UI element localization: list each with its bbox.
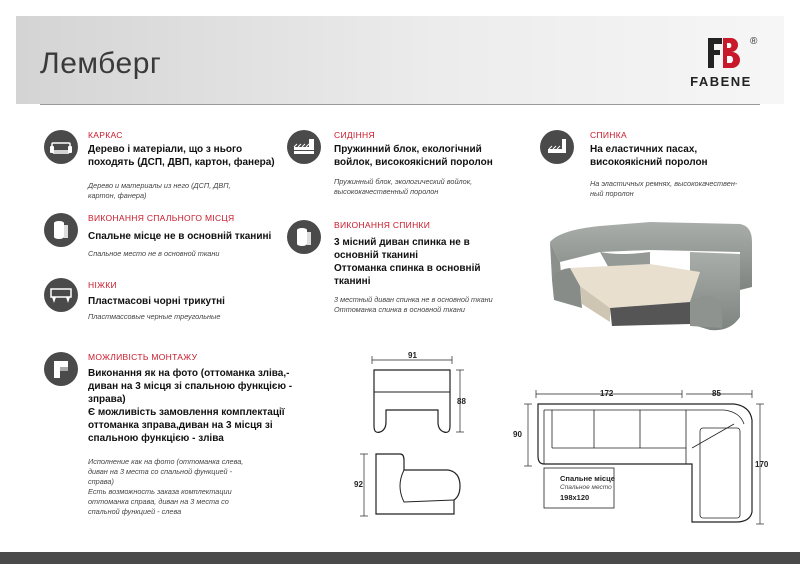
text-line: Дерево и материалы из него (ДСП, ДВП,: [88, 181, 231, 190]
sofa-icon: [44, 130, 78, 164]
fabene-logo-icon: [706, 36, 740, 70]
feature-back-title: СПИНКА: [590, 130, 627, 140]
feature-mounting-main: [88, 367, 303, 445]
text-line: На еластичних пасах,: [590, 144, 698, 155]
feature-legs-main: [88, 295, 288, 308]
footer-bar: [0, 552, 800, 564]
dimension-side-height: 92: [354, 480, 363, 489]
feature-back-main: [590, 143, 770, 169]
feature-seat-main: [334, 143, 534, 169]
text-line: На эластичных ремнях, высококачествен-: [590, 179, 738, 188]
side-view-diagram: [356, 446, 476, 518]
text-line: походять (ДСП, ДВП, картон, фанера): [88, 157, 275, 168]
text-line: Спальне місце не в основній тканині: [88, 231, 272, 242]
top-view-diagram: [356, 352, 476, 436]
feature-legs-title: НІЖКИ: [88, 280, 117, 290]
text-line: 3 местный диван спинка не в основной ткани: [334, 295, 493, 304]
feature-back-fabric-main: [334, 236, 534, 288]
header-divider: [40, 104, 760, 105]
text-line: картон, фанера): [88, 191, 147, 200]
fabric-roll-icon: [287, 220, 321, 254]
dimension-corner-depth: 90: [513, 430, 522, 439]
text-line: тканині: [334, 276, 371, 287]
text-line: Пластмасові чорні трикутні: [88, 296, 225, 307]
feature-legs-sub: [88, 312, 288, 322]
feature-back-sub: [590, 179, 770, 199]
text-line: зправа): [88, 394, 126, 405]
text-line: Пружинный блок, экологический войлок,: [334, 177, 473, 186]
dimension-top-depth: 88: [457, 397, 466, 406]
feature-seat-sub: [334, 177, 534, 197]
feature-sleeping-sub: [88, 249, 288, 259]
dimension-corner-ottoman: 85: [712, 389, 721, 398]
brand-name: FABENE: [690, 74, 752, 89]
feature-back-fabric-sub: [334, 295, 534, 315]
text-line: оттоманка справа, диван на 3 места со: [88, 497, 229, 506]
text-line: оттоманка зправа,диван на 3 місця зі: [88, 420, 273, 431]
feature-seat-title: СИДІННЯ: [334, 130, 375, 140]
feature-frame-sub: [88, 181, 288, 201]
text-line: Пластмассовые черные треугольные: [88, 312, 221, 321]
sleeping-area-size: 198x120: [560, 493, 590, 502]
text-line: диван на 3 места со спальной функцией -: [88, 467, 233, 476]
feature-frame-main: [88, 143, 288, 169]
sleeping-area-label: Спальне місце: [560, 474, 615, 483]
fabric-roll-icon: [44, 213, 78, 247]
text-line: высококачественный поролон: [334, 187, 439, 196]
text-line: Є можливість замовлення комплектації: [88, 407, 285, 418]
legs-icon: [44, 278, 78, 312]
feature-sleeping-main: [88, 230, 288, 243]
text-line: Исполнение как на фото (оттоманка слева,: [88, 457, 244, 466]
text-line: Виконання як на фото (оттоманка зліва,-: [88, 368, 290, 379]
sofa-photo: [540, 212, 760, 342]
text-line: Пружинний блок, екологічний: [334, 144, 482, 155]
feature-back-fabric-title: ВИКОНАННЯ СПИНКИ: [334, 220, 431, 230]
text-line: Оттоманка спинка в основной ткани: [334, 305, 465, 314]
text-line: Дерево і матеріали, що з нього: [88, 144, 243, 155]
dimension-corner-total: 170: [755, 460, 769, 469]
text-line: 3 місний диван спинка не в: [334, 237, 470, 248]
page-title: Лемберг: [40, 47, 162, 80]
corner-plan-diagram: [524, 388, 774, 528]
dimension-top-width: 91: [408, 351, 417, 360]
text-line: Есть возможность заказа комплектации: [88, 487, 232, 496]
text-line: войлок, високоякісний поролон: [334, 157, 493, 168]
feature-frame-title: КАРКАС: [88, 130, 123, 140]
text-line: диван на 3 місця зі спальною функцією -: [88, 381, 293, 392]
text-line: високоякісний поролон: [590, 157, 708, 168]
sleeping-area-sub: Спальное место: [560, 484, 612, 491]
text-line: справа): [88, 477, 114, 486]
text-line: основній тканині: [334, 250, 419, 261]
feature-sleeping-title: ВИКОНАННЯ СПАЛЬНОГО МІСЦЯ: [88, 213, 235, 223]
corner-sofa-icon: [44, 352, 78, 386]
feature-mounting-sub: [88, 457, 303, 517]
brand-logo: [680, 32, 762, 92]
text-line: спальной функцией - слева: [88, 507, 182, 516]
text-line: спальною функцією - зліва: [88, 433, 224, 444]
text-line: ный поролон: [590, 189, 634, 198]
text-line: Оттоманка спинка в основній: [334, 263, 481, 274]
registered-mark: ®: [750, 36, 758, 47]
seat-layers-icon: [287, 130, 321, 164]
feature-mounting-title: МОЖЛИВІСТЬ МОНТАЖУ: [88, 352, 198, 362]
backrest-icon: [540, 130, 574, 164]
dimension-corner-length: 172: [600, 389, 614, 398]
text-line: Спальное место не в основной ткани: [88, 249, 220, 258]
